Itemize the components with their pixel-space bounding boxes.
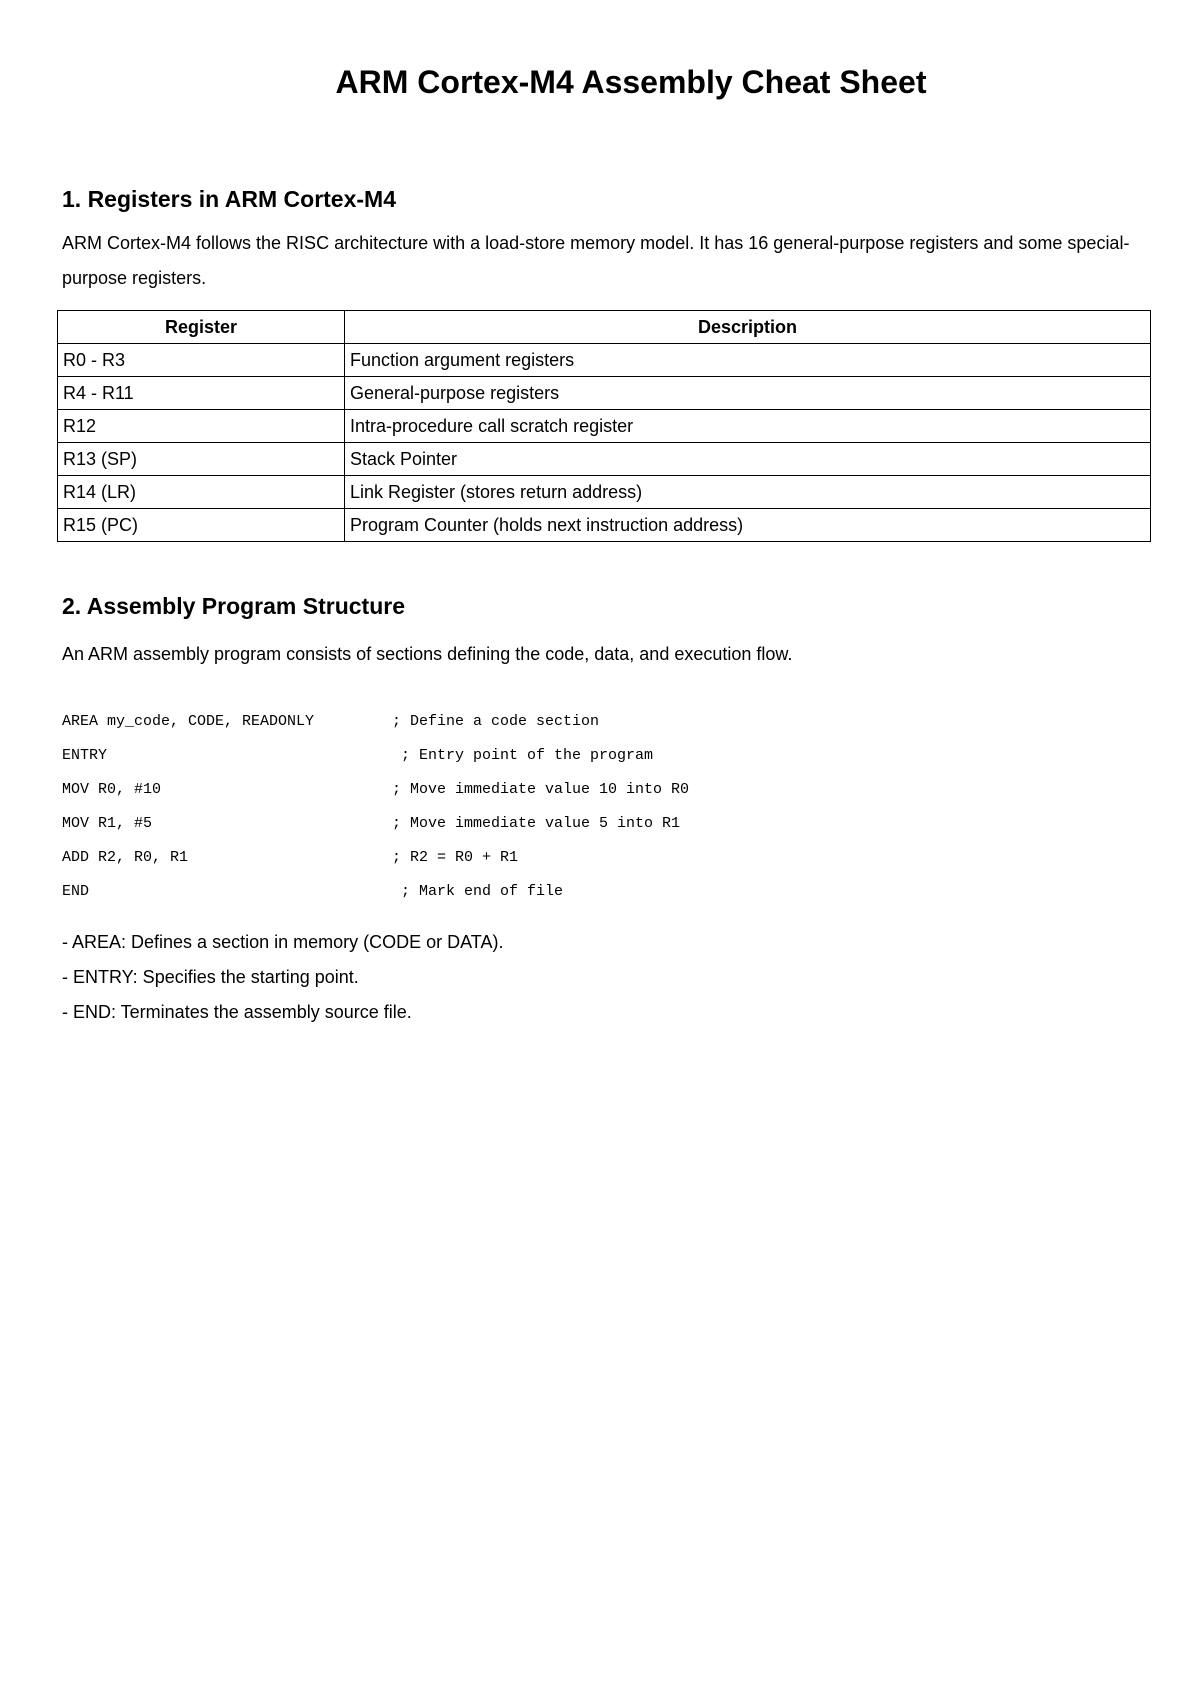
code-comment: ; Entry point of the program: [392, 747, 654, 764]
code-instruction: MOV R0, #10: [62, 781, 162, 798]
table-header-row: [58, 311, 1151, 344]
table-row: [58, 344, 1151, 377]
code-comment: ; Define a code section: [392, 713, 600, 730]
registers-intro: ARM Cortex-M4 follows the RISC architecture with a load-store memory model. It has 16 general-purpose registers and some special-purpose registers.: [62, 233, 1130, 288]
table-row: [58, 443, 1151, 476]
description-cell: General-purpose registers: [345, 377, 1151, 410]
note-item: - ENTRY: Specifies the starting point.: [62, 967, 359, 987]
register-cell: R13 (SP): [58, 443, 345, 476]
section-heading-registers: 1. Registers in ARM Cortex-M4: [62, 186, 396, 212]
code-instruction: AREA my_code, CODE, READONLY: [62, 713, 315, 730]
table-header-description: Description: [345, 311, 1151, 344]
code-comment: ; Mark end of file: [392, 883, 564, 900]
code-line: [62, 875, 689, 909]
table-row: [58, 377, 1151, 410]
description-cell: Link Register (stores return address): [345, 476, 1151, 509]
code-comment: ; R2 = R0 + R1: [392, 849, 519, 866]
description-cell: Function argument registers: [345, 344, 1151, 377]
section-heading-program-structure: 2. Assembly Program Structure: [62, 593, 405, 619]
table-header-register: Register: [58, 311, 345, 344]
table-row: [58, 410, 1151, 443]
register-cell: R12: [58, 410, 345, 443]
register-cell: R0 - R3: [58, 344, 345, 377]
code-line: [62, 841, 689, 875]
code-line: [62, 739, 689, 773]
code-instruction: MOV R1, #5: [62, 815, 153, 832]
code-comment: ; Move immediate value 10 into R0: [392, 781, 690, 798]
description-cell: Stack Pointer: [345, 443, 1151, 476]
note-item: - AREA: Defines a section in memory (CODE or DATA).: [62, 932, 504, 952]
code-instruction: ADD R2, R0, R1: [62, 849, 189, 866]
register-cell: R15 (PC): [58, 509, 345, 542]
registers-table: [57, 310, 1151, 542]
code-instruction: ENTRY: [62, 747, 108, 764]
table-row: [58, 509, 1151, 542]
description-cell: Intra-procedure call scratch register: [345, 410, 1151, 443]
directive-notes: [62, 925, 503, 1030]
code-instruction: END: [62, 883, 90, 900]
code-line: [62, 705, 689, 739]
code-comment: ; Move immediate value 5 into R1: [392, 815, 681, 832]
program-structure-intro: An ARM assembly program consists of sections defining the code, data, and execution flow.: [62, 644, 793, 664]
code-block: [62, 705, 689, 909]
table-row: [58, 476, 1151, 509]
code-line: [62, 807, 689, 841]
description-cell: Program Counter (holds next instruction address): [345, 509, 1151, 542]
page-title: ARM Cortex-M4 Assembly Cheat Sheet: [335, 64, 927, 100]
register-cell: R14 (LR): [58, 476, 345, 509]
code-line: [62, 773, 689, 807]
register-cell: R4 - R11: [58, 377, 345, 410]
note-item: - END: Terminates the assembly source file.: [62, 1002, 412, 1022]
